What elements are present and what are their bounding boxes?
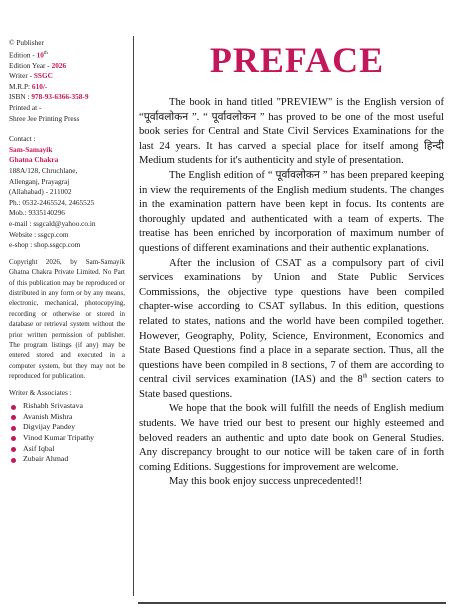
contact-label: Contact : [9, 134, 36, 144]
imprint-column [9, 38, 125, 465]
email-line: e-mail : ssgcald@yahoo.co.in [9, 218, 96, 228]
writer-item: Avanish Mishra [9, 412, 125, 423]
address-line: Allenganj, Prayagraj [9, 176, 70, 186]
bottom-rule [138, 602, 446, 604]
writer-line: Writer - SSGC [9, 71, 53, 81]
website-line: Website : ssgcp.com [9, 229, 69, 239]
writers-label: Writer & Associates : [9, 387, 72, 397]
preface-paragraph: May this book enjoy success unprecedented!! [169, 476, 363, 488]
printer-name: Shree Jee Printing Press [9, 113, 80, 123]
writer-item: Zubair Ahmad [9, 454, 125, 465]
preface-body [139, 96, 444, 490]
page-title: PREFACE [209, 40, 385, 80]
copyright-notice: Copyright 2026, by Sam-Samayik Ghatna Chakra Private Limited. No Part of this publication may be reproduced or distributed in any form or by any means, electronic, mechanical, photocopying, recording or otherwise or stored in database or retrieval system without the prior written permission of publisher. The program listings (if any) may be entered stored and executed in a computer system, but they may not be reproduced for publication. [9, 257, 125, 381]
contact-name-1: Sam-Samayik [9, 144, 53, 154]
writer-item: Vinod Kumar Tripathy [9, 433, 125, 444]
preface-paragraph: The English edition of “ पूर्वावलोकन ” has been prepared keeping in view the requirements of the English medium students. The changes in the examination pattern have been kept in focus. Its contents are thoroughly updated and authenticated with a team of experts. The treatise has been enriched by incorporation of maximum number of questions of different examinations and their authentic explanations. [139, 169, 444, 254]
publisher-line: © Publisher [9, 38, 44, 47]
writer-item: Digvijay Pandey [9, 422, 125, 433]
preface-paragraph: The book in hand titled "PREVIEW" is the English version of “पूर्वावलोकन ”. “ पूर्वावलोकन ” has proved to be one of the most useful book series for Central and State Civil Services Examinations for the last 24 years. It has carved a special place for itself among हिन्दी Medium students for it's authenticity and style of presentation. [139, 97, 444, 167]
isbn-line: ISBN : 978-93-6366-358-9 [9, 92, 89, 102]
writer-item: Asif Iqbal [9, 444, 125, 455]
mrp-line: M.R.P: 610/- [9, 81, 48, 91]
column-divider [133, 36, 134, 596]
phone-line: Ph.: 0532-2465524, 2465525 [9, 197, 95, 207]
address-line: (Allahabad) - 211002 [9, 187, 72, 197]
edition-year-line: Edition Year - 2026 [9, 60, 67, 70]
preface-paragraph: We hope that the book will fulfill the needs of English medium students. We have tried our best to present our highly esteemed and beloved readers an authentic and upto date book on General Studies. Any discrepancy brought to our notice will be taken care of in forth coming Editions. Suggestions for improvement are welcome. [139, 403, 444, 473]
writers-list [9, 401, 125, 465]
mobile-line: Mob.: 9335140296 [9, 208, 65, 218]
contact-name-2: Ghatna Chakra [9, 155, 59, 165]
writer-item: Rishabh Srivastava [9, 401, 125, 412]
eshop-line: e-shop : shop.ssgcp.com [9, 240, 81, 250]
printed-at-line: Printed at - [9, 102, 42, 112]
address-line: 188A/128, Chruchlane, [9, 165, 78, 175]
edition-line: Edition - 10th [9, 50, 48, 60]
preface-paragraph: After the inclusion of CSAT as a compulsory part of civil services examinations by Union and State Public Services Commissions, the objective type questions have been compiled chapter-wise according to CSAT syllabus. In this edition, questions related to states, nations and the world have been compiled together. However, Geography, Polity, Science, Environment, Economics and State Based Questions find a place in a separate section. Thus, all the questions have been compiled in 8 sections, 7 of them are according to central civil services examination (IAS) and the 8th section caters to State based questions. [139, 257, 444, 400]
